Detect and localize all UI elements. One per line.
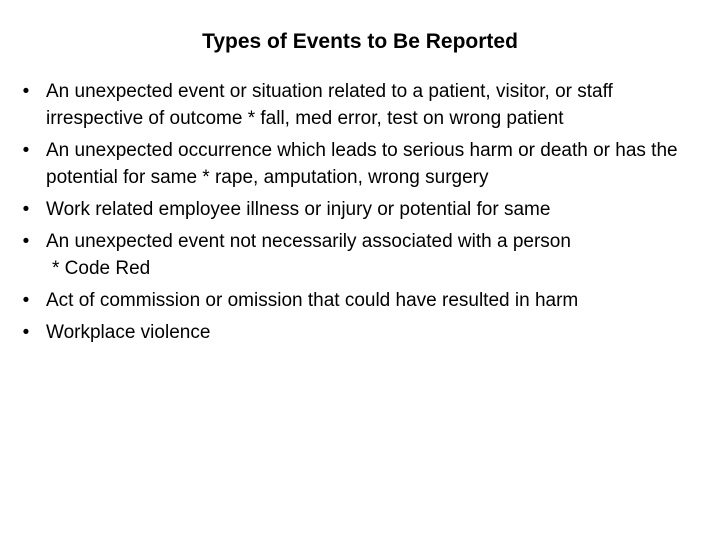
bullet-text: Workplace violence (46, 322, 211, 343)
bullet-text: An unexpected occurrence which leads to serious harm or death or has the potential for same * rape, amputation, wrong surgery (46, 140, 678, 188)
bullet-item-2 (18, 137, 708, 191)
bullet-icon: • (22, 322, 30, 343)
bullet-item-4 (18, 228, 708, 282)
bullet-text: An unexpected event or situation related to a patient, visitor, or staff irrespective of outcome * fall, med error, test on wrong patient (46, 81, 613, 129)
bullet-item-1 (18, 78, 708, 132)
bullet-continuation: * Code Red (52, 258, 151, 279)
bullet-item-5 (18, 287, 708, 314)
bullet-icon: • (22, 199, 30, 220)
bullet-icon: • (22, 140, 30, 161)
bullet-list (18, 78, 708, 351)
bullet-item-6 (18, 319, 708, 346)
bullet-text: Act of commission or omission that could have resulted in harm (46, 290, 579, 311)
bullet-icon: • (22, 290, 30, 311)
bullet-text: An unexpected event not necessarily associated with a person (46, 231, 571, 252)
slide-title: Types of Events to Be Reported (202, 30, 518, 53)
bullet-icon: • (22, 81, 30, 102)
bullet-icon: • (22, 231, 30, 252)
bullet-text: Work related employee illness or injury or potential for same (46, 199, 551, 220)
bullet-item-3 (18, 196, 708, 223)
